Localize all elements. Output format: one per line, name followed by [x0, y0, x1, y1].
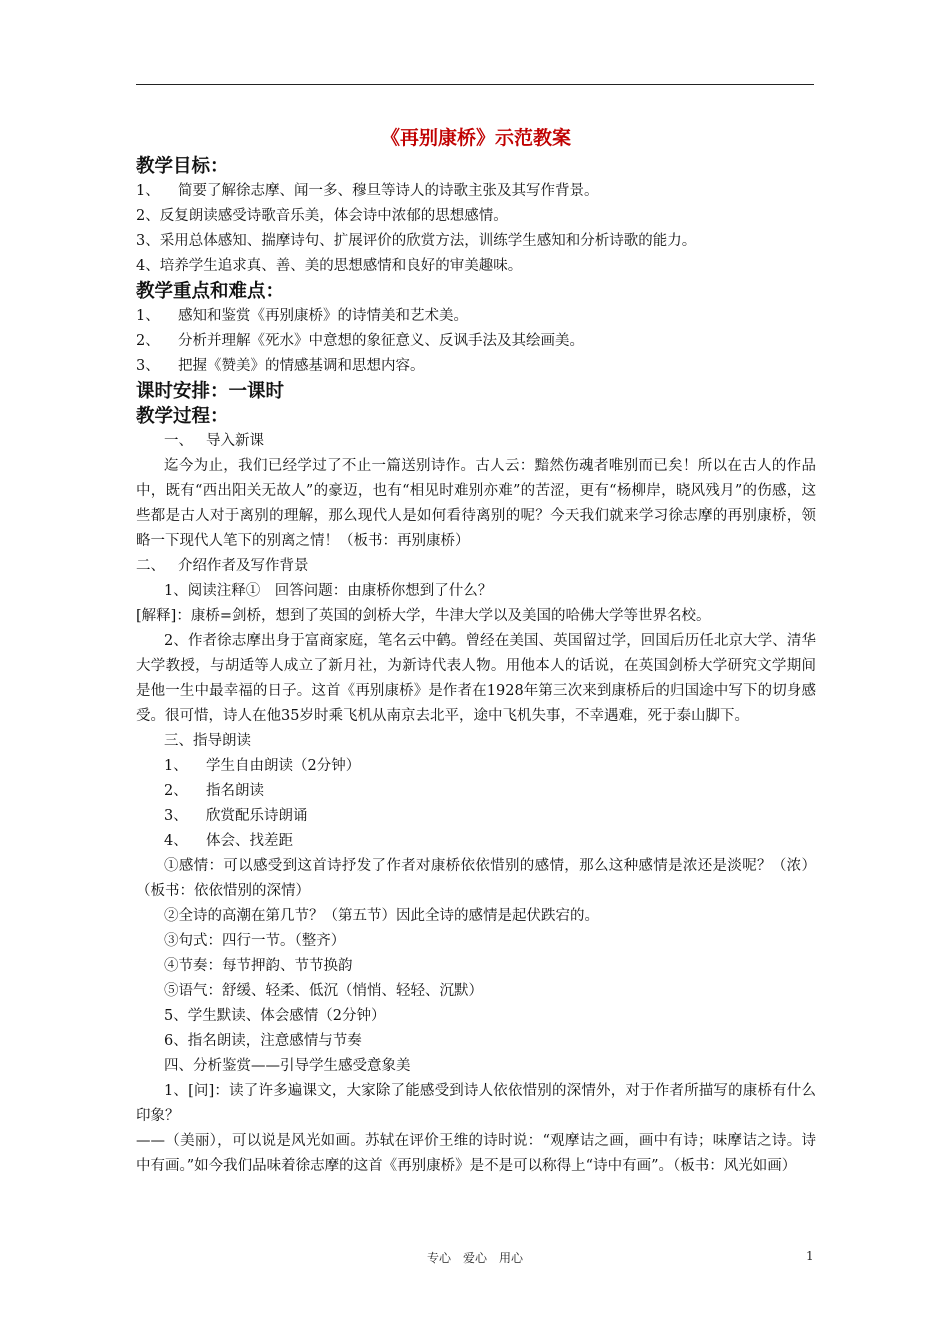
- list-item: 6、指名朗读，注意感情与节奏: [164, 1033, 362, 1049]
- sub-item: ③句式：四行一节。（整齐）: [164, 933, 346, 949]
- section-title: 一、 导入新课: [164, 433, 264, 449]
- header-rule: [136, 84, 814, 85]
- goal-item: 3、采用总体感知、揣摩诗句、扩展评价的欣赏方法，训练学生感知和分析诗歌的能力。: [136, 233, 697, 249]
- heading-goals: 教学目标：: [136, 156, 229, 177]
- question: 1、阅读注释① 回答问题：由康桥你想到了什么？: [164, 583, 493, 599]
- list-item: 1、 学生自由朗读（2分钟）: [164, 758, 361, 774]
- list-item: 3、 欣赏配乐诗朗诵: [164, 808, 308, 824]
- answer: [解释]：康桥=剑桥，想到了英国的剑桥大学，牛津大学以及美国的哈佛大学等世界名校。: [136, 608, 711, 624]
- keypoint-item: 1、 感知和鉴赏《再别康桥》的诗情美和艺术美。: [136, 308, 468, 324]
- heading-process: 教学过程：: [136, 406, 229, 427]
- heading-schedule: 课时安排：一课时: [136, 381, 285, 402]
- goal-item: 1、 简要了解徐志摩、闻一多、穆旦等诗人的诗歌主张及其写作背景。: [136, 183, 599, 199]
- goal-item: 2、反复朗读感受诗歌音乐美，体会诗中浓郁的思想感情。: [136, 208, 508, 224]
- paragraph: 2、作者徐志摩出身于富商家庭，笔名云中鹤。曾经在美国、英国留过学，回国后历任北京大学、清华大学教授，与胡适等人成立了新月社，为新诗代表人物。用他本人的话说，在英国剑桥大学研究文学期间是他一生中最幸福的日子。这首《再别康桥》是作者在1928年第三次来到康桥后的归国途中写下的切身感受。很可惜，诗人在他35岁时乘飞机从南京去北平，途中飞机失事，不幸遇难，死于泰山脚下。: [136, 633, 816, 724]
- list-item: 4、 体会、找差距: [164, 833, 293, 849]
- goal-item: 4、培养学生追求真、善、美的思想感情和良好的审美趣味。: [136, 258, 523, 274]
- page-number: 1: [806, 1249, 814, 1263]
- sub-item: ⑤语气：舒缓、轻柔、低沉（悄悄、轻轻、沉默）: [164, 983, 483, 999]
- sub-item: ④节奏：每节押韵、节节换韵: [164, 958, 353, 974]
- question: 1、[问]：读了许多遍课文，大家除了能感受到诗人依依惜别的深情外，对于作者所描写的康桥有什么印象？: [136, 1083, 816, 1124]
- list-item: 2、 指名朗读: [164, 783, 264, 799]
- answer: ——（美丽），可以说是风光如画。苏轼在评价王维的诗时说：“观摩诘之画，画中有诗；味摩诘之诗。诗中有画。”如今我们品味着徐志摩的这首《再别康桥》是不是可以称得上“诗中有画”。（板书：风光如画）: [136, 1133, 816, 1174]
- list-item: 5、学生默读、体会感情（2分钟）: [164, 1008, 386, 1024]
- keypoint-item: 3、 把握《赞美》的情感基调和思想内容。: [136, 358, 425, 374]
- paragraph: 迄今为止，我们已经学过了不止一篇送别诗作。古人云：黯然伤魂者唯别而已矣！所以在古人的作品中，既有“西出阳关无故人”的豪迈，也有“相见时难别亦难”的苦涩，更有“杨柳岸，晓风残月”的伤感，这些都是古人对于离别的理解，那么现代人是如何看待离别的呢？今天我们就来学习徐志摩的再别康桥，领略一下现代人笔下的别离之情！（板书：再别康桥）: [136, 458, 816, 549]
- heading-keypoints: 教学重点和难点：: [136, 281, 285, 302]
- section-title: 四、分析鉴赏——引导学生感受意象美: [164, 1058, 411, 1074]
- footer-text: 专心 爱心 用心: [426, 1251, 523, 1265]
- sub-item: ②全诗的高潮在第几节？（第五节）因此全诗的感情是起伏跌宕的。: [164, 908, 599, 924]
- section-title: 二、 介绍作者及写作背景: [136, 558, 309, 574]
- section-title: 三、指导朗读: [164, 733, 251, 749]
- document-title: 《再别康桥》示范教案: [380, 127, 571, 149]
- sub-item: ①感情：可以感受到这首诗抒发了作者对康桥依依惜别的感情，那么这种感情是浓还是淡呢？（浓）（板书：依依惜别的深情）: [136, 858, 816, 899]
- keypoint-item: 2、 分析并理解《死水》中意想的象征意义、反讽手法及其绘画美。: [136, 333, 584, 349]
- page-content: [136, 124, 816, 1179]
